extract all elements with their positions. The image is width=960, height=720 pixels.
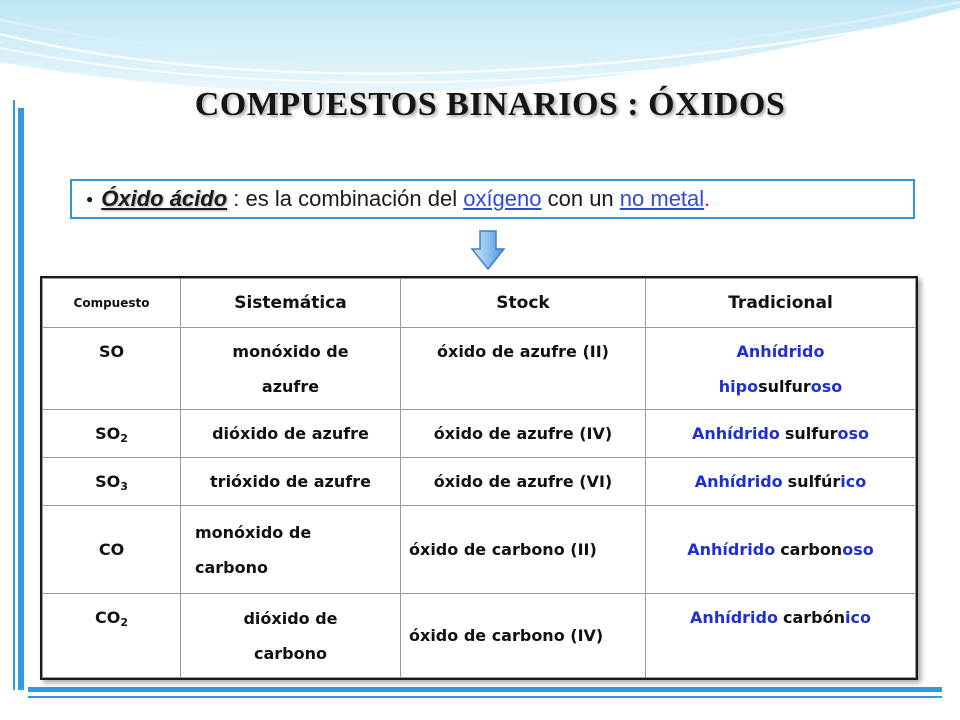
definition-text-1: : es la combinación del	[227, 186, 464, 211]
formula-base: CO	[98, 540, 125, 559]
trad-root: sulfúr	[787, 472, 841, 491]
bottom-accent-bar-thin	[28, 696, 942, 698]
header-tradicional: Tradicional	[646, 279, 916, 328]
sistematica-cell: monóxido de azufre	[181, 328, 401, 410]
tradicional-cell	[646, 328, 916, 410]
left-accent-bar-inner	[18, 108, 24, 690]
formula-subscript: 2	[120, 432, 128, 445]
table-row	[43, 410, 916, 458]
definition-term: Óxido ácido	[101, 186, 228, 211]
stock-cell: óxido de carbono (IV)	[401, 594, 646, 678]
sistematica-cell: trióxido de azufre	[181, 458, 401, 506]
sistematica-cell: monóxido de carbono	[181, 506, 401, 594]
header-compuesto: Compuesto	[43, 279, 181, 328]
formula-base: SO	[98, 342, 125, 361]
formula-base: SO	[95, 472, 121, 491]
formula-subscript: 2	[120, 616, 128, 629]
trad-prefix: Anhídrido	[691, 424, 780, 443]
stock-cell: óxido de azufre (II)	[401, 328, 646, 410]
table-header-row	[43, 279, 916, 328]
keyword-no-metal: no metal	[619, 186, 705, 211]
oxides-table	[42, 278, 916, 678]
trad-root: carbón	[782, 608, 845, 627]
trad-prefix: Anhídrido	[690, 608, 778, 627]
keyword-oxigeno: oxígeno	[463, 186, 542, 211]
trad-root: carbon	[780, 540, 843, 559]
formula-cell	[43, 458, 181, 506]
trad-suffix: ico	[840, 472, 867, 491]
page-title: COMPUESTOS BINARIOS : ÓXIDOS	[194, 86, 786, 123]
trad-prefix: Anhídrido	[694, 472, 783, 491]
bullet-icon: ●	[86, 192, 94, 206]
formula-cell	[43, 328, 181, 410]
tradicional-cell	[646, 594, 916, 678]
formula-base: CO	[95, 608, 121, 627]
formula-cell	[43, 410, 181, 458]
oxides-table-container	[40, 276, 918, 680]
tradicional-cell	[646, 458, 916, 506]
formula-subscript: 3	[120, 480, 128, 493]
bottom-accent-bar-thick	[28, 687, 942, 692]
trad-prefix: Anhídrido	[687, 540, 776, 559]
trad-suffix: ico	[844, 608, 871, 627]
tradicional-cell	[646, 410, 916, 458]
definition-period: .	[704, 186, 711, 211]
definition-box	[70, 179, 915, 219]
trad-root: sulfur	[784, 424, 838, 443]
stock-cell: óxido de azufre (VI)	[401, 458, 646, 506]
trad-root: sulfur	[758, 376, 811, 396]
table-row	[43, 594, 916, 678]
trad-prefix: Anhídrido	[736, 341, 825, 361]
trad-hypo-prefix: hipo	[718, 376, 759, 396]
formula-cell	[43, 594, 181, 678]
stock-cell: óxido de azufre (IV)	[401, 410, 646, 458]
header-sistematica: Sistemática	[181, 279, 401, 328]
sistematica-cell: dióxido de azufre	[181, 410, 401, 458]
definition-text-2: con un	[541, 186, 620, 211]
sistematica-cell: dióxido de carbono	[181, 594, 401, 678]
header-stock: Stock	[401, 279, 646, 328]
down-arrow-icon	[469, 229, 507, 271]
table-row	[43, 328, 916, 410]
formula-base: SO	[95, 424, 121, 443]
formula-cell	[43, 506, 181, 594]
trad-suffix: oso	[810, 376, 843, 396]
stock-cell: óxido de carbono (II)	[401, 506, 646, 594]
table-row	[43, 506, 916, 594]
trad-suffix: oso	[837, 424, 870, 443]
table-row	[43, 458, 916, 506]
trad-suffix: oso	[842, 540, 874, 559]
tradicional-cell	[646, 506, 916, 594]
left-accent-bar-outer	[13, 100, 15, 690]
